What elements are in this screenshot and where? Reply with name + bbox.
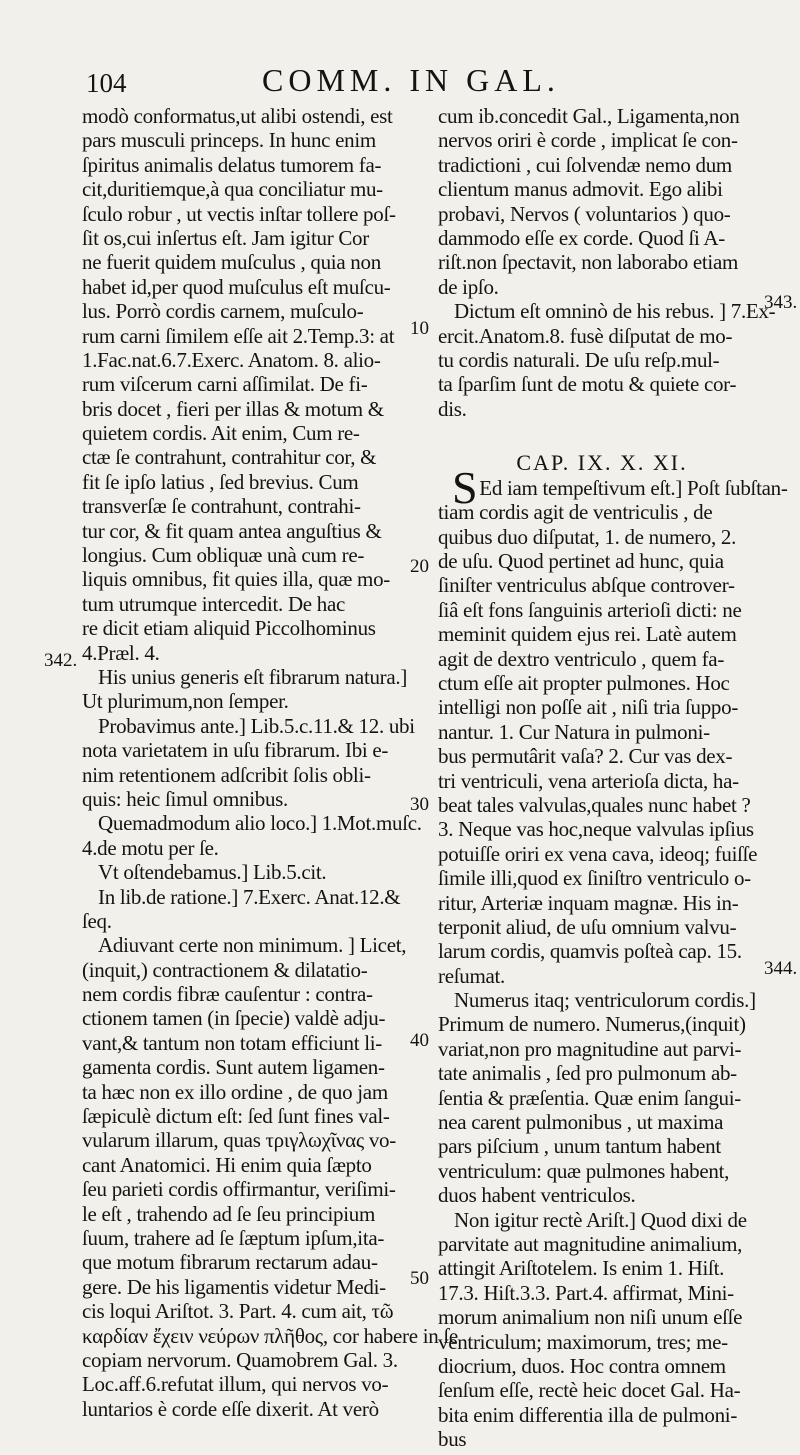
text-line: nota varietatem in uſu fibrarum. Ibi e- [82,738,389,763]
text-line: longius. Cum obliquæ unà cum re- [82,543,365,568]
text-line: tate animalis , ſed pro pulmonum ab- [438,1061,737,1086]
text-line: ritur, Arteriæ inquam magnæ. His in- [438,890,739,915]
text-line: tri ventriculi, vena arterioſa dicta, ha- [438,768,739,793]
text-line: ventriculum; maximorum, tres; me- [438,1329,728,1354]
line-number-40: 40 [410,1030,429,1051]
text-line: 4.de motu per ſe. [82,835,219,860]
text-line: diocrium, duos. Hoc contra omnem [438,1353,726,1378]
line-number-30: 30 [410,794,429,815]
text-line: reſumat. [438,963,505,988]
text-line: (inquit,) contractionem & dilatatio- [82,957,368,982]
text-line: pars piſcium , unum tantum habent [438,1134,721,1159]
text-line: ta hæc non ex illo ordine , de quo jam [82,1079,388,1104]
text-line: de uſu. Quod pertinet ad hunc, quia [438,549,724,574]
page-number: 104 [86,68,127,98]
text-line: cant Anatomici. Hi enim quia ſæpto [82,1152,372,1177]
text-line: meminit quidem ejus rei. Latè autem [438,622,737,647]
text-line: transverſæ ſe contrahunt, contrahi- [82,494,361,519]
text-line: pars musculi princeps. In hunc enim [82,128,376,153]
text-line: variat,non pro magnitudine aut parvi- [438,1036,742,1061]
line-number-50: 50 [410,1268,429,1289]
text-line: rum carni ſimilem eſſe ait 2.Temp.3: at [82,323,395,348]
text-line: tradictioni , cui ſolvendæ nemo dum [438,152,732,177]
text-line: luntarios è corde eſſe dixerit. At verò [82,1396,379,1421]
text-line: ventriculum: quæ pulmones habent, [438,1158,730,1183]
margin-reference-342: 342. [44,650,78,671]
text-line: de ipſo. [438,274,499,299]
text-line: ctionem tamen (in ſpecie) valdè adju- [82,1006,386,1031]
text-line: ſit os,cui inſertus eſt. Jam igitur Cor [82,225,369,250]
text-line: que motum fibrarum rectarum adau- [82,1250,378,1275]
text-line: re dicit etiam aliquid Piccolhominus [82,616,376,641]
text-line: nea carent pulmonibus , ut maxima [438,1110,724,1135]
text-line: copiam nervorum. Quamobrem Gal. 3. [82,1347,398,1372]
text-line: In lib.de ratione.] 7.Exerc. Anat.12.& [98,884,401,909]
text-line: quietem cordis. Ait enim, Cum re- [82,421,360,446]
drop-cap-letter: S [452,461,478,513]
text-line: bus [438,1427,467,1452]
text-line: rum viſcerum carni aſſimilat. De fi- [82,372,368,397]
text-line: ſiniſter ventriculus abſque controver- [438,573,735,598]
margin-reference-344: 344. [764,958,798,979]
text-line: ercit.Anatom.8. fusè diſputat de mo- [438,323,733,348]
text-line: tum utrumque intercedit. De hac [82,591,346,616]
text-line: tur cor, & fit quam antea anguſtius & [82,518,382,543]
text-line: tu cordis naturali. De uſu reſp.mul- [438,347,720,372]
text-line: terponit aliud, de uſu omnium valvu- [438,914,737,939]
text-line: nim retentionem adſcribit ſolis obli- [82,762,371,787]
text-line: S Ed iam tempeſtivum eſt.] Poſt ſubſtan- [452,461,788,513]
text-line: le eſt , trahendo ad ſe ſeu principium [82,1201,375,1226]
text-line: parvitate aut magnitudine animalium, [438,1231,743,1256]
text-line: bita enim differentia illa de pulmoni- [438,1402,738,1427]
text-line: ne fuerit quidem muſculus , quia non [82,250,381,275]
text-line: nervos oriri è corde , implicat ſe con- [438,128,738,153]
text-line: Probavimus ante.] Lib.5.c.11.& 12. ubi [98,713,415,738]
text-line: vularum illarum, quas τριγλωχῖνας vo- [82,1128,396,1153]
text-line: ſimile illi,quod ex ſiniſtro ventriculo o- [438,866,751,891]
text-line: clientum manus admovit. Ego alibi [438,177,723,202]
text-line: 3. Neque vas hoc,neque valvulas ipſius [438,817,754,842]
text-line [438,421,766,445]
text-line: riſt.non ſpectavit, non laborabo etiam [438,250,739,275]
text-line: ſiâ eſt fons ſanguinis arterioſi dicti: ne [438,597,742,622]
running-title: COMM. IN GAL. [262,62,560,98]
text-line: modò conformatus,ut alibi ostendi, est [82,104,393,128]
text-line: Adiuvant certe non minimum. ] Licet, [98,933,407,958]
text-line: ſentia & præſentia. Quæ enim ſangui- [438,1085,741,1110]
line-number-20: 20 [410,556,429,577]
text-line: καρδίαν ἔχειν νεύρων πλῆθος, cor habere in ſe [82,1323,458,1348]
text-line: potuiſſe oriri ex vena cava, ideoq; fuiſſe [438,841,758,866]
text-line: tiam cordis agit de ventriculis , de [438,500,713,525]
text-line: cis loqui Ariſtot. 3. Part. 4. cum ait, τῶ [82,1299,394,1324]
text-line: gamenta cordis. Sunt autem ligamen- [82,1055,385,1080]
text-line: dis. [438,396,467,421]
text-line: gere. De his ligamentis videtur Medi- [82,1274,386,1299]
text-line: intelligi non poſſe ait , niſi tria ſuppo- [438,695,739,720]
text-line: Loc.aff.6.refutat illum, qui nervos vo- [82,1372,389,1397]
text-line: lus. Porrò cordis carnem, muſculo- [82,299,364,324]
text-line: ſæpiculè dictum eſt: ſed ſunt fines val- [82,1104,390,1129]
text-line: Vt oſtendebamus.] Lib.5.cit. [98,860,327,885]
text-line: attingit Ariſtotelem. Is enim 1. Hiſt. [438,1256,725,1281]
text-line: habet id,per quod muſculus eſt muſcu- [82,274,391,299]
text-line: vant,& tantum non totam efficiunt li- [82,1030,382,1055]
text-line: Non igitur rectè Ariſt.] Quod dixi de [454,1207,747,1232]
text-line: duos habent ventriculos. [438,1183,636,1208]
text-line: ſpiritus animalis delatus tumorem fa- [82,152,382,177]
text-line: ctæ ſe contrahunt, contrahitur cor, & [82,445,377,470]
text-line: 17.3. Hiſt.3.3. Part.4. affirmat, Mini- [438,1280,734,1305]
text-line: ta ſparſim ſunt de motu & quiete cor- [438,372,737,397]
text-line: agit de dextro ventriculo , quem fa- [438,646,725,671]
text-line: ſeu parieti cordis offirmantur, veriſimi- [82,1177,396,1202]
text-line: ſuum, trahere ad ſe ſæptum ipſum,ita- [82,1225,385,1250]
line-number-10: 10 [410,318,429,339]
text-line: probavi, Nervos ( voluntarios ) quo- [438,201,731,226]
text-line: larum cordis, quamvis poſteà cap. 15. [438,939,742,964]
text-line: His unius generis eſt fibrarum natura.] [98,664,408,689]
text-line: Quemadmodum alio loco.] 1.Mot.muſc. [98,811,422,836]
text-line: ſculo robur , ut vectis inſtar tollere poſ- [82,201,396,226]
text-line: ctum eſſe ait propter pulmones. Hoc [438,670,730,695]
text-line: Primum de numero. Numerus,(inquit) [438,1012,746,1037]
text-line: Ut plurimum,non ſemper. [82,689,289,714]
margin-reference-343: 343. [764,292,798,313]
text-line: nantur. 1. Cur Natura in pulmoni- [438,719,710,744]
text-line: ſeq. [82,908,112,933]
text-line: bus permutârit vaſa? 2. Cur vas dex- [438,744,733,769]
text-line: 1.Fac.nat.6.7.Exerc. Anatom. 8. alio- [82,347,381,372]
text-line: quibus duo diſputat, 1. de numero, 2. [438,524,737,549]
text-line: ſenſum eſſe, rectè heic docet Gal. Ha- [438,1378,741,1403]
text-line: dammodo eſſe ex corde. Quod ſi A- [438,225,725,250]
page-header [0,62,800,98]
text-line: quis: heic ſimul omnibus. [82,786,288,811]
text-line: Numerus itaq; ventriculorum cordis.] [454,988,756,1013]
text-line: bris docet , fieri per illas & motum & [82,396,384,421]
text-line: fit ſe ipſo latius , ſed brevius. Cum [82,469,359,494]
text-line: liquis omnibus, fit quies illa, quæ mo- [82,567,390,592]
text-line: nem cordis fibræ cauſentur : contra- [82,982,373,1007]
text-line: morum animalium non niſi unum eſſe [438,1305,743,1330]
text-line: beat tales valvulas,quales nunc habet ? [438,792,751,817]
text-line: Dictum eſt omninò de his rebus. ] 7.Ex- [454,299,776,324]
text-line: cum ib.concedit Gal., Ligamenta,non [438,104,740,128]
text-line: CAP. IX. X. XI. [516,450,688,476]
text-line: 4.Præl. 4. [82,640,160,665]
text-line: cit,duritiemque,à qua conciliatur mu- [82,177,383,202]
